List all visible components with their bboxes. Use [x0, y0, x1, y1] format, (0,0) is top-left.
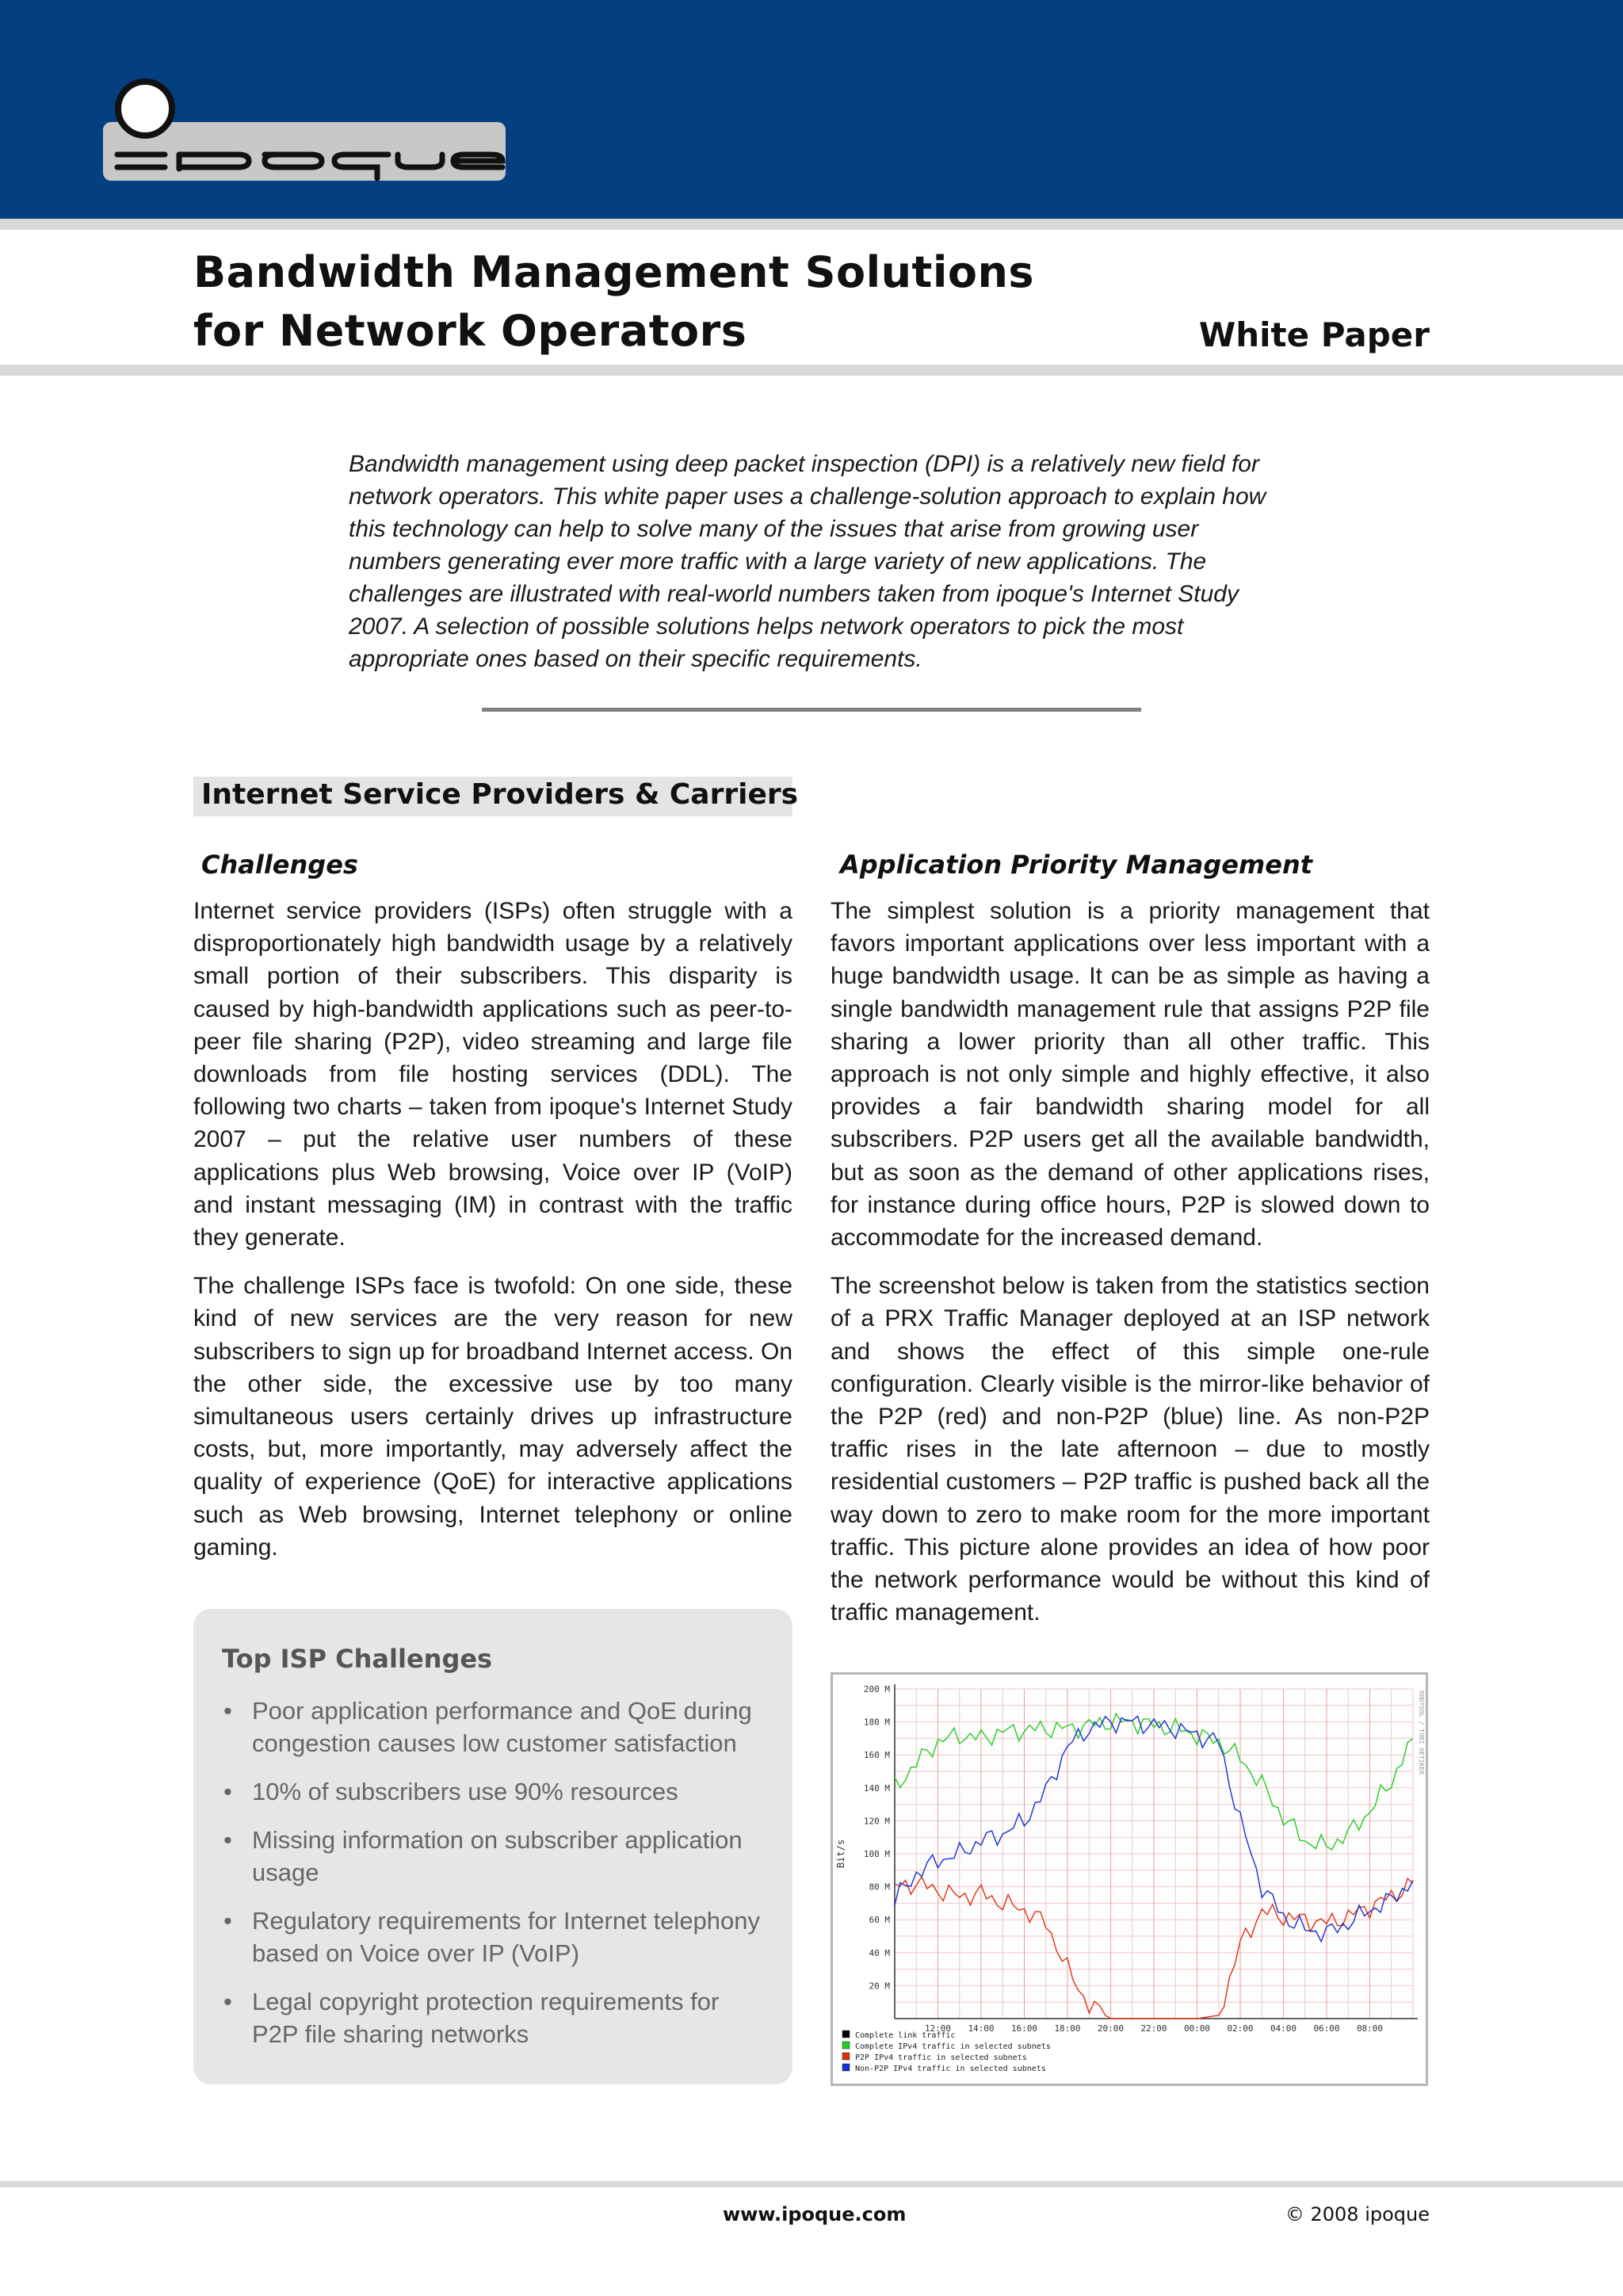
y-tick-label: 80 M [869, 1881, 890, 1893]
right-column [831, 895, 1430, 1629]
footer-copyright: © 2008 ipoque [1285, 2203, 1430, 2225]
x-tick-label: 22:00 [1140, 2023, 1167, 2034]
priority-management-heading: Application Priority Management [840, 850, 1313, 880]
bullet-icon: • [223, 1778, 232, 1805]
legend-swatch [842, 2030, 850, 2038]
legend-label: Complete link traffic [855, 2031, 956, 2040]
header-divider [0, 219, 1623, 230]
footer-divider [0, 2181, 1623, 2187]
left-column [193, 895, 792, 1564]
legend-label: Non-P2P IPv4 traffic in selected subnets [855, 2065, 1046, 2073]
challenge-box-title: Top ISP Challenges [222, 1644, 493, 1674]
challenges-heading: Challenges [201, 850, 358, 880]
bullet-icon: • [223, 1988, 232, 2015]
section-title: Internet Service Providers & Carriers [201, 778, 799, 811]
y-axis-label: Bit/s [835, 1839, 846, 1869]
traffic-chart [833, 1675, 1426, 2084]
x-tick-label: 16:00 [1010, 2023, 1038, 2034]
y-tick-label: 180 M [863, 1717, 890, 1728]
abstract-rule [482, 708, 1141, 712]
right-paragraph-2: The screenshot below is taken from the statistics section of a PRX Traffic Manager deployed at an ISP network and shows the effect of this simple one-rule configuration. Clearly visible is the mirror-like behavior of the P2P (red) and non-P2P (blue) line. As non-P2P traffic rises in the late afternoon – due to mostly residential customers – P2P traffic is pushed back all the way down to zero to make room for the more important traffic. This picture alone provides an idea of how poor the network performance would be without this kind of traffic management. [831, 1273, 1430, 1626]
x-tick-label: 04:00 [1270, 2023, 1297, 2034]
right-paragraph-1: The simplest solution is a priority management that favors important applications over less important with a huge bandwidth usage. It can be as simple as having a single bandwidth management rule that assigns P2P file sharing a lower priority than all other traffic. This approach is not only simple and highly effective, it also provides a fair bandwidth sharing model for all subscribers. P2P users get all the available bandwidth, but as soon as the demand of other applications rises, for instance during office hours, P2P is slowed down to accommodate for the increased demand. [831, 898, 1430, 1251]
y-tick-label: 120 M [863, 1816, 890, 1827]
y-tick-label: 60 M [869, 1915, 890, 1926]
x-tick-label: 00:00 [1183, 2023, 1211, 2034]
title-divider [0, 365, 1623, 376]
ipoque-logo [103, 75, 515, 186]
x-tick-label: 18:00 [1054, 2023, 1081, 2034]
logo-text: ipoque [103, 75, 106, 76]
challenge-list [222, 1694, 769, 2066]
abstract-text: Bandwidth management using deep packet inspection (DPI) is a relatively new field for network operators. This white paper uses a challenge-solution approach to explain how this technology can help to solve many of the issues that arise from growing user numbers generating ever more traffic with a large variety of new applications. The challenges are illustrated with real-world numbers taken from ipoque's Internet Study 2007. A selection of possible solutions helps network operators to pick the most appropriate ones based on their specific requirements. [349, 451, 1266, 672]
y-tick-label: 140 M [863, 1782, 890, 1794]
x-tick-label: 02:00 [1227, 2023, 1254, 2034]
y-tick-label: 20 M [869, 1981, 890, 1992]
y-tick-label: 160 M [863, 1750, 890, 1761]
legend-swatch [842, 2042, 850, 2049]
footer-url: www.ipoque.com [723, 2203, 907, 2225]
side-label: RRDTOOL / TOBI OETIKER [1418, 1690, 1425, 1775]
legend-swatch [842, 2053, 850, 2060]
y-tick-label: 40 M [869, 1947, 890, 1958]
left-paragraph-1: Internet service providers (ISPs) often struggle with a disproportionately high bandwidth usage by a relatively small portion of their subscribers. This disparity is caused by high-bandwidth applications such as peer-to-peer file sharing (P2P), video streaming and large file downloads from file hosting services (DDL). The following two charts – taken from ipoque's Internet Study 2007 – put the relative user numbers of these applications plus Web browsing, Voice over IP (VoIP) and instant messaging (IM) in contrast with the traffic they generate. [193, 898, 792, 1251]
legend-label: Complete IPv4 traffic in selected subnets [855, 2042, 1051, 2051]
legend-label: P2P IPv4 traffic in selected subnets [855, 2053, 1027, 2062]
challenge-item: • Missing information on subscriber application usage [222, 1824, 769, 1889]
x-tick-label: 06:00 [1313, 2023, 1340, 2034]
legend-swatch [842, 2064, 850, 2071]
page-title-line-1: Bandwidth Management Solutions [193, 247, 1035, 297]
x-tick-label: 08:00 [1356, 2023, 1384, 2034]
x-tick-label: 14:00 [968, 2023, 995, 2034]
challenge-item: • Poor application performance and QoE during congestion causes low customer satisfaction [222, 1694, 769, 1759]
traffic-chart-frame [831, 1672, 1428, 2086]
bullet-icon: • [223, 1907, 232, 1935]
x-tick-label: 12:00 [924, 2023, 952, 2034]
challenge-item: • Legal copyright protection requirements for P2P file sharing networks [222, 1985, 769, 2050]
y-tick-label: 100 M [863, 1849, 890, 1859]
bullet-icon: • [223, 1697, 232, 1725]
bullet-icon: • [223, 1826, 232, 1854]
y-tick-label: 200 M [863, 1684, 890, 1694]
document-type-label: White Paper [1198, 315, 1430, 354]
challenge-item: • 10% of subscribers use 90% resources [222, 1775, 769, 1808]
x-tick-label: 20:00 [1097, 2023, 1125, 2034]
page-title-line-2: for Network Operators [193, 306, 747, 356]
left-paragraph-2: The challenge ISPs face is twofold: On one side, these kind of new services are the very reason for new subscribers to sign up for broadband Internet access. On the other side, the excessive use by too many simultaneous users certainly drives up infrastructure costs, but, more importantly, may adversely affect the quality of experience (QoE) for interactive applications such as Web browsing, Internet telephony or online gaming. [193, 1273, 792, 1561]
challenge-item: • Regulatory requirements for Internet telephony based on Voice over IP (VoIP) [222, 1904, 769, 1969]
